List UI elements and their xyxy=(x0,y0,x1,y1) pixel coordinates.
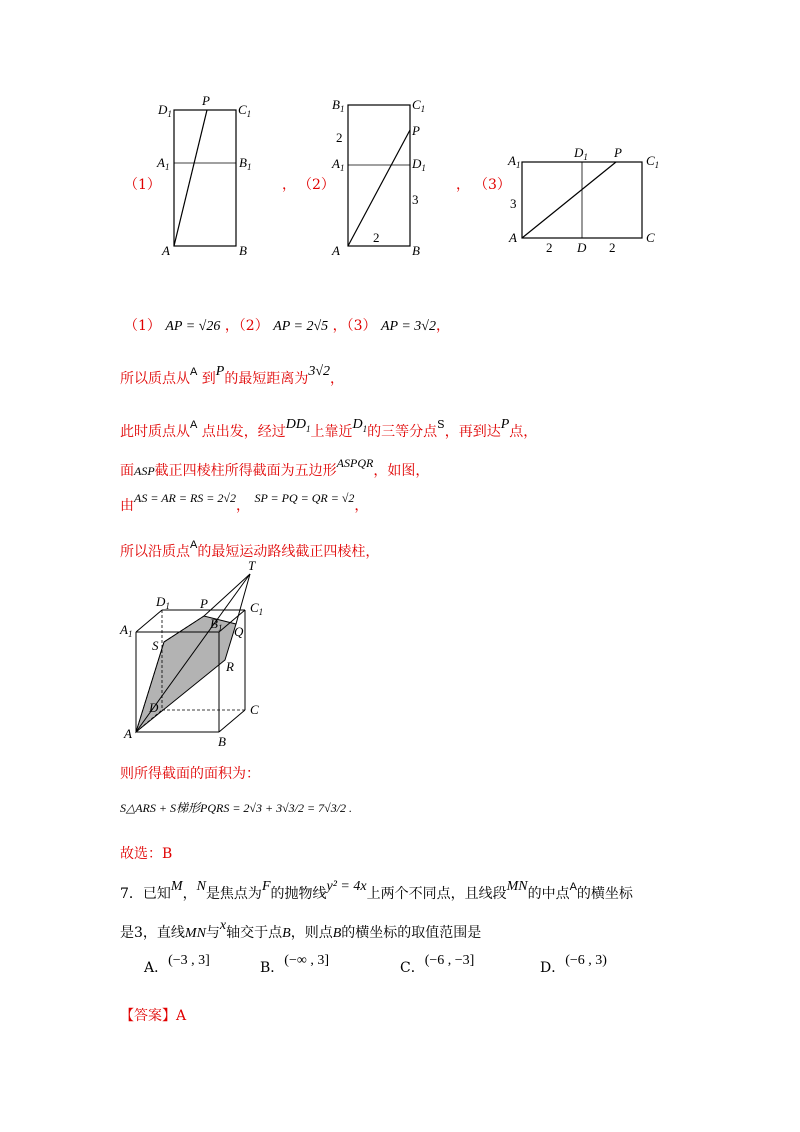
svg-text:D: D xyxy=(577,240,587,255)
svg-text:P: P xyxy=(200,596,208,611)
text-line-area-intro: 则所得截面的面积为： xyxy=(120,766,260,782)
svg-text:2: 2 xyxy=(546,240,553,255)
svg-text:R: R xyxy=(226,659,234,674)
text-line-section: 面ASP截正四棱柱所得截面为五边形ASPQR，如图， xyxy=(120,456,430,479)
svg-text:B: B xyxy=(218,734,226,749)
label-P: P xyxy=(202,93,210,108)
label-B: B xyxy=(239,243,247,258)
svg-text:A: A xyxy=(509,230,517,245)
svg-text:C1: $C_1$ xyxy=(646,153,660,170)
svg-text:C1: $C_1$ xyxy=(412,97,426,114)
svg-text:2: 2 xyxy=(336,130,343,145)
area-formula: S△ARS + S梯形PQRS = 2√3 + 3√3/2 = 7√3/2 . xyxy=(120,801,353,815)
text-line-cut: 所以沿质点$^A$的最短运动路线截正四棱柱， xyxy=(120,539,380,560)
svg-text:D: D xyxy=(149,700,159,715)
fig2-label: （2） xyxy=(298,177,335,193)
label-A: A xyxy=(162,243,170,258)
text-line-lengths: 由AS = AR = RS = 2√2， SP = PQ = QR = √2， xyxy=(120,491,369,514)
svg-text:T: T xyxy=(248,558,256,573)
figure-prism-section xyxy=(118,556,278,752)
results-line: （1） AP = √26 ，（2） AP = 2√5 ，（3） AP = 3√2， xyxy=(124,318,450,334)
svg-text:D1: $D_1$ xyxy=(574,145,588,162)
text-line-path: 此时质点从$^A$ 点出发，经过$DD_1$上靠近$D_1$的三等分点$^S$，再到达P点， xyxy=(120,417,538,440)
svg-text:A: A xyxy=(332,243,340,258)
svg-text:2: 2 xyxy=(609,240,616,255)
svg-text:2: 2 xyxy=(373,230,380,245)
svg-text:A1: $A_1$ xyxy=(332,156,345,173)
svg-text:D1: $D_1$ xyxy=(156,594,170,611)
fig2-sep: ， xyxy=(456,177,470,193)
figure-2-unfolded-rectangle xyxy=(328,92,438,264)
text-line-shortest-distance: 所以质点从$^A$ 到P的最短距离为3√2， xyxy=(120,364,345,387)
label-B1: $B_1$ xyxy=(239,155,252,172)
text-line-choice: 故选：B xyxy=(120,846,173,862)
svg-text:A: A xyxy=(124,726,132,741)
svg-text:B: B xyxy=(412,243,420,258)
svg-text:P: P xyxy=(412,123,420,138)
option-a[interactable]: A．(−3 , 3] xyxy=(144,953,210,976)
svg-text:C: C xyxy=(250,702,259,717)
option-b[interactable]: B．(−∞ , 3] xyxy=(260,953,329,976)
label-A1: $A_1$ xyxy=(157,155,170,172)
svg-text:B1: $B_1$ xyxy=(210,616,223,633)
svg-text:Q: Q xyxy=(234,624,244,639)
label-D1: $D_1$ xyxy=(158,102,172,119)
result-1: AP = √26 xyxy=(165,319,221,334)
svg-text:C: C xyxy=(646,230,655,245)
result-3: AP = 3√2 xyxy=(381,319,436,334)
svg-text:D1: $D_1$ xyxy=(412,156,426,173)
option-c[interactable]: C．(−6 , −3] xyxy=(400,953,475,976)
question-7-line-1: 7．已知M，N是焦点为F的抛物线y² = 4x上两个不同点，且线段MN的中点$^A$的横坐标 xyxy=(120,879,633,902)
svg-text:P: P xyxy=(614,145,622,160)
figure-1-unfolded-rectangle xyxy=(150,92,260,264)
answer: 【答案】A xyxy=(120,1008,187,1024)
question-7-line-2: 是3，直线MN与x轴交于点B，则点B的横坐标的取值范围是 xyxy=(120,918,482,941)
figure-3-unfolded-rectangle xyxy=(506,140,676,260)
svg-text:A1: $A_1$ xyxy=(508,153,521,170)
fig1-sep: ， xyxy=(282,177,296,193)
option-d[interactable]: D．(−6 , 3) xyxy=(540,953,607,976)
svg-text:A1: $A_1$ xyxy=(120,622,133,639)
svg-text:S: S xyxy=(152,638,159,653)
fig3-label: （3） xyxy=(474,177,511,193)
svg-text:3: 3 xyxy=(412,192,419,207)
svg-text:B1: $B_1$ xyxy=(332,97,345,114)
label-C1: $C_1$ xyxy=(238,102,252,119)
fig1-label: （1） xyxy=(124,177,161,193)
svg-text:C1: $C_1$ xyxy=(250,600,264,617)
result-2: AP = 2√5 xyxy=(273,319,329,334)
svg-text:3: 3 xyxy=(510,196,517,211)
